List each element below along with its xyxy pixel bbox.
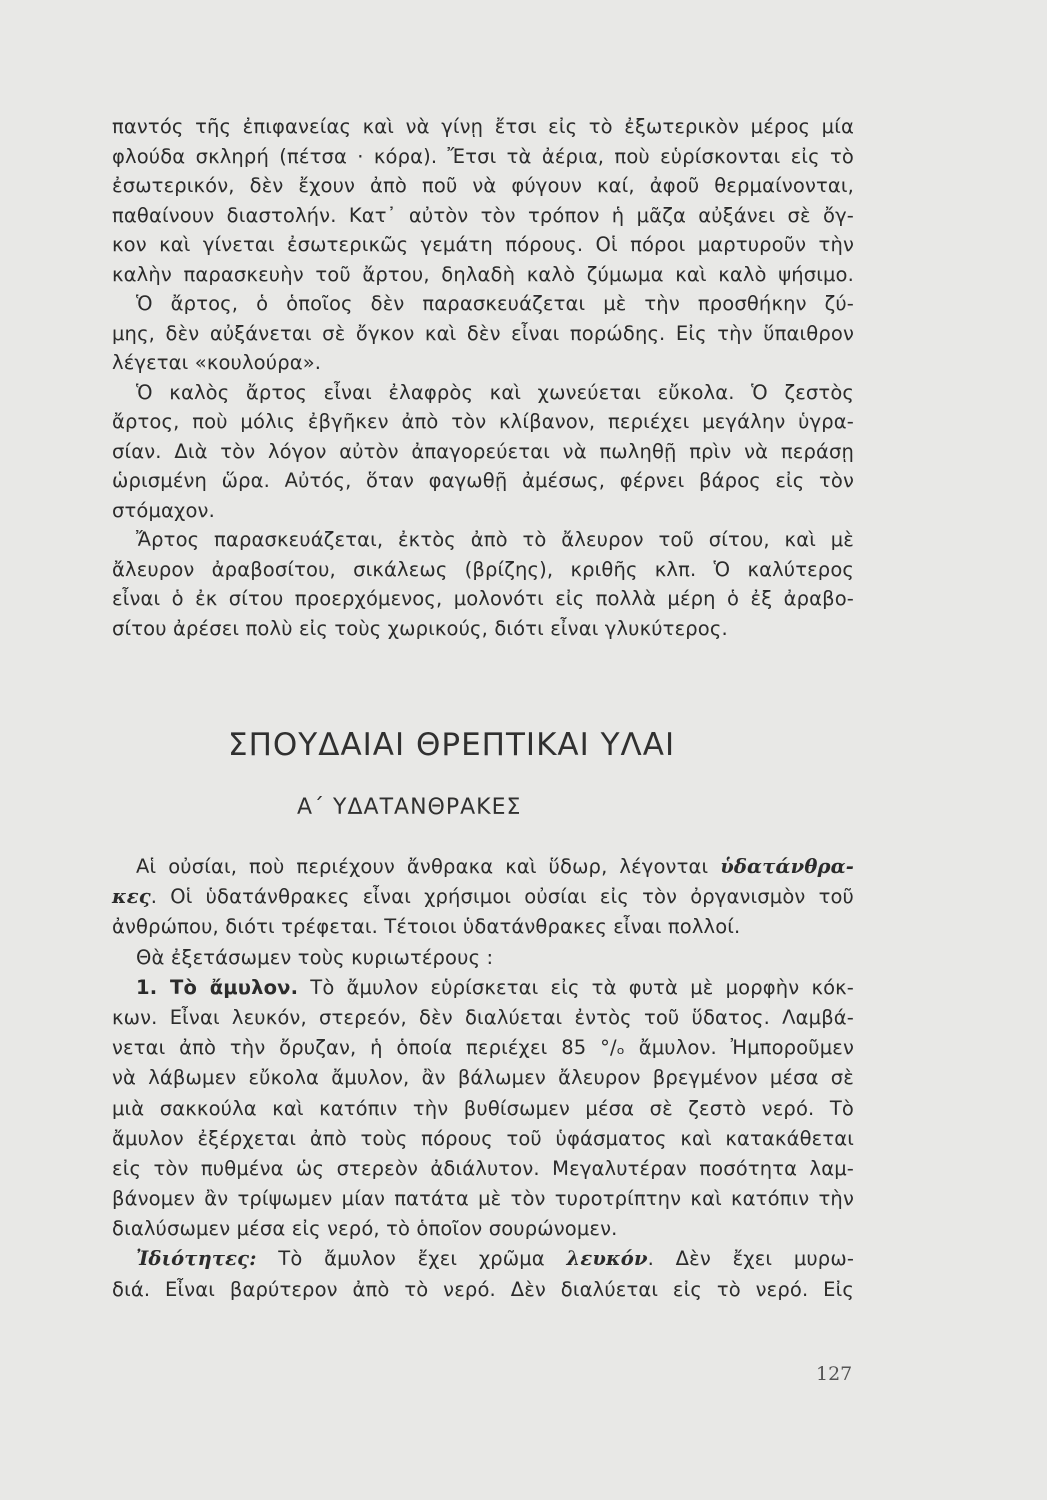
text-line: μης, δὲν αὐξάνεται σὲ ὄγκον καὶ δὲν εἶναι πορώδης. Εἰς τὴν ὕπαιθρον [112,321,854,345]
text-line: ἄλευρον ἀραβοσίτου, σικάλεως (βρίζης), κριθῆς κλπ. Ὁ καλύτερος [112,557,854,581]
text-run: Τὸ ἄμυλον εὑρίσκεται εἰς τὰ φυτὰ μὲ μορφὴν κόκ- [298,975,854,999]
text-line: στόμαχον. [112,498,215,522]
text-line: κων. Εἶναι λευκόν, στερεόν, δὲν διαλύεται ἐντὸς τοῦ ὕδατος. Λαμβά- [112,1005,854,1029]
text-line [112,973,854,1003]
text-line: Θὰ ἐξετάσωμεν τοὺς κυριωτέρους : [136,945,494,969]
text-line [112,882,854,912]
defined-term: λευκόν [566,1247,648,1271]
text-line: ἄμυλον ἐξέρχεται ἀπὸ τοὺς πόρους τοῦ ὑφάσματος καὶ κατακάθεται [112,1126,854,1150]
text-line: παντός τῆς ἐπιφανείας καὶ νὰ γίνῃ ἔτσι εἰς τὸ ἐξωτερικὸν μέρος μία [112,115,854,138]
text-line [112,852,854,882]
text-run: Τὸ ἄμυλον ἔχει χρῶμα [256,1247,567,1271]
text-line: ὡρισμένη ὥρα. Αὐτός, ὅταν φαγωθῇ ἀμέσως, φέρνει βάρος εἰς τὸν [112,469,854,492]
defined-term: κες [112,885,151,909]
text-line: ἀνθρώπου, διότι τρέφεται. Τέτοιοι ὑδατάνθρακες εἶναι πολλοί. [112,915,741,939]
text-line: σίαν. Διὰ τὸν λόγον αὐτὸν ἀπαγορεύεται νὰ πωληθῇ πρὶν νὰ περάσῃ [112,439,854,463]
text-line: φλούδα σκληρή (πέτσα · κόρα). Ἔτσι τὰ ἀέρια, ποὺ εὑρίσκονται εἰς τὸ [112,144,854,168]
text-line: Ὁ καλὸς ἄρτος εἶναι ἐλαφρὸς καὶ χωνεύεται εὔκολα. Ὁ ζεστὸς [136,380,854,404]
text-line: σίτου ἀρέσει πολὺ εἰς τοὺς χωρικούς, διότι εἶναι γλυκύτερος. [112,616,728,640]
text-line: εἶναι ὁ ἐκ σίτου προερχόμενος, μολονότι εἰς πολλὰ μέρη ὁ ἐξ ἀραβο- [112,587,854,610]
carbohydrates-text-block [112,852,854,1305]
text-run: . Δὲν ἔχει μυρω- [647,1247,855,1271]
text-line: παθαίνουν διαστολήν. Κατ᾽ αὐτὸν τὸν τρόπον ἡ μᾶζα αὐξάνει σὲ ὄγ- [112,203,854,227]
page-number: 127 [816,1363,853,1385]
text-line: ἐσωτερικόν, δὲν ἔχουν ἀπὸ ποῦ νὰ φύγουν καί, ἀφοῦ θερμαίνονται, [112,174,854,197]
subsection-heading: Α΄ ΥΔΑΤΑΝΘΡΑΚΕΣ [297,795,522,820]
text-line: Ὁ ἄρτος, ὁ ὁποῖος δὲν παρασκευάζεται μὲ τὴν προσθήκην ζύ- [136,292,854,315]
item-title: 1. Τὸ ἄμυλον. [136,975,299,999]
text-line: νεται ἀπὸ τὴν ὄρυζαν, ἡ ὁποία περιέχει 85 °/ₒ ἄμυλον. Ἠμποροῦμεν [112,1036,854,1060]
text-line: λέγεται «κουλούρα». [112,351,322,374]
text-line: μιὰ σακκούλα καὶ κατόπιν τὴν βυθίσωμεν μέσα σὲ ζεστὸ νερό. Τὸ [112,1096,854,1120]
properties-label: Ἰδιότητες: [136,1247,257,1271]
text-line [112,1244,854,1274]
text-line: διαλύσωμεν μέσα εἰς νερό, τὸ ὁποῖον σουρώνομεν. [112,1217,618,1241]
text-line: Ἄρτος παρασκευάζεται, ἐκτὸς ἀπὸ τὸ ἄλευρον τοῦ σίτου, καὶ μὲ [136,528,854,551]
text-line: βάνομεν ἂν τρίψωμεν μίαν πατάτα μὲ τὸν τυροτρίπτην καὶ κατόπιν τὴν [112,1187,854,1211]
text-line: νὰ λάβωμεν εὔκολα ἄμυλον, ἂν βάλωμεν ἄλευρον βρεγμένον μέσα σὲ [112,1066,854,1090]
text-line: ἄρτος, ποὺ μόλις ἐβγῆκεν ἀπὸ τὸν κλίβανον, περιέχει μεγάλην ὑγρα- [112,410,854,433]
section-heading: ΣΠΟΥΔΑΙΑΙ ΘΡΕΠΤΙΚΑΙ ΥΛΑΙ [228,727,676,763]
text-run: Αἱ οὐσίαι, ποὺ περιέχουν ἄνθρακα καὶ ὕδωρ, λέγονται [136,855,721,878]
text-line: εἰς τὸν πυθμένα ὡς στερεὸν ἀδιάλυτον. Μεγαλυτέραν ποσότητα λαμ- [112,1156,854,1180]
text-line: κον καὶ γίνεται ἐσωτερικῶς γεμάτη πόρους. Οἱ πόροι μαρτυροῦν τὴν [112,233,854,256]
defined-term: ὑδατάνθρα- [720,855,854,878]
upper-text-block [112,112,854,643]
text-run: . Οἱ ὑδατάνθρακες εἶναι χρήσιμοι οὐσίαι εἰς τὸν ὀργανισμὸν τοῦ [150,885,854,909]
text-line: καλὴν παρασκευὴν τοῦ ἄρτου, δηλαδὴ καλὸ ζύμωμα καὶ καλὸ ψήσιμο. [112,262,854,286]
text-line: διά. Εἶναι βαρύτερον ἀπὸ τὸ νερό. Δὲν διαλύεται εἰς τὸ νερό. Εἰς [112,1277,854,1301]
